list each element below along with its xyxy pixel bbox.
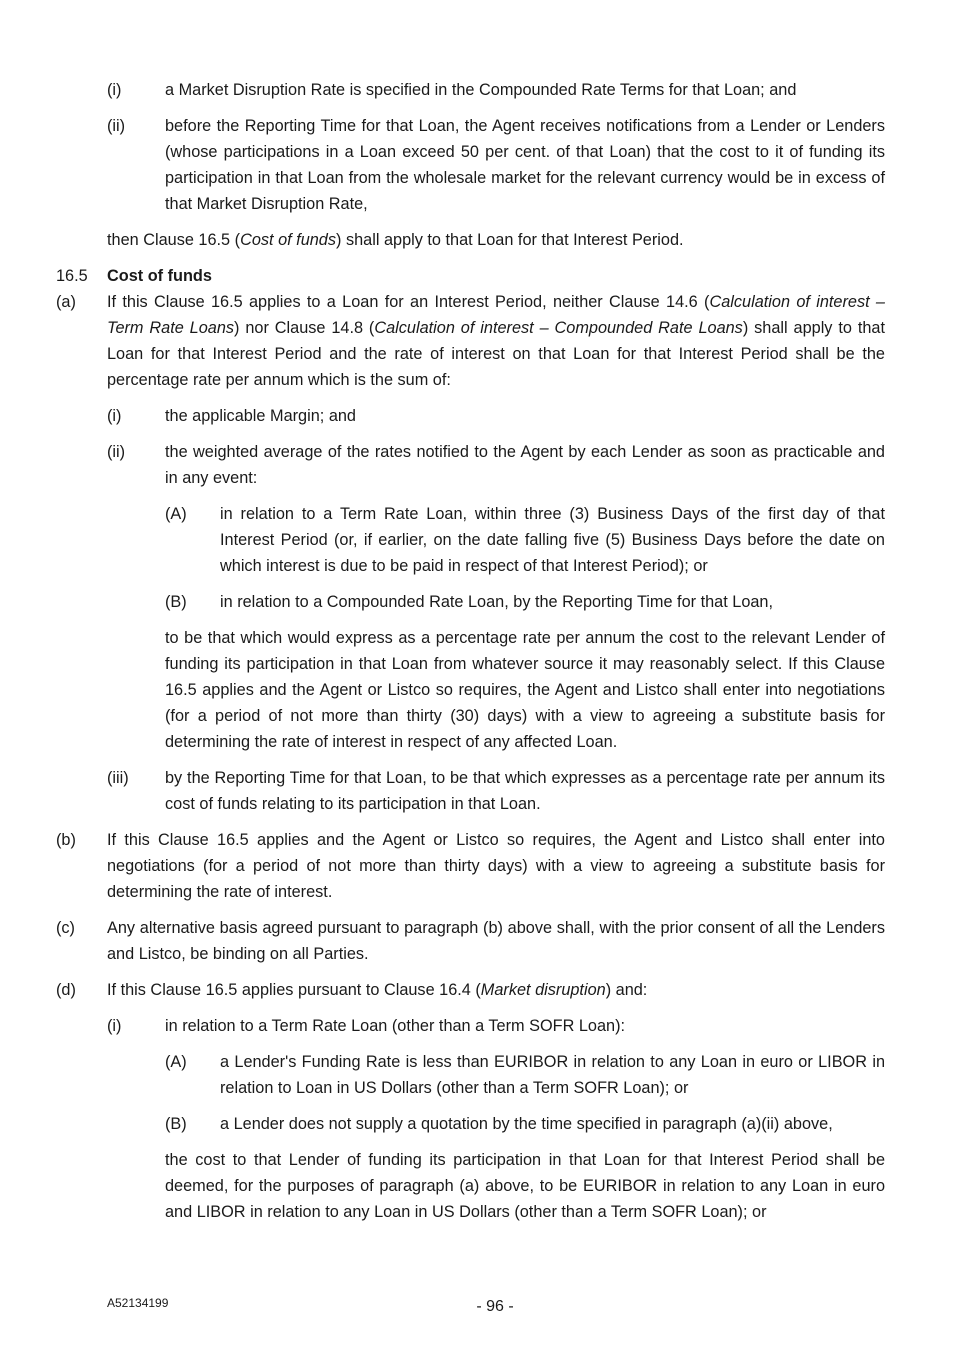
item-label: (c): [56, 919, 75, 937]
item-label: (ii): [107, 117, 126, 135]
item-label: (A): [165, 1053, 187, 1071]
clause-reference: Calculation of interest – Term Rate Loans: [107, 293, 885, 337]
text-run: If this Clause 16.5 applies pursuant to Clause 16.4 (: [107, 981, 481, 999]
paragraph-to-be: to be that which would express as a percentage rate per annum the cost to the relevant Lender of funding its participation in that Loan from whatever source it may reasonably select. If this Clause 16.5 applies and the Agent or Listco so requires, the Agent and Listco shall enter into negotiations (for a period of not more than thirty (30) days) with a view to agreeing a substitute basis for determining the rate of interest in respect of any affected Loan.: [165, 629, 885, 751]
item-label: (b): [56, 831, 76, 849]
item-label: (B): [165, 1115, 187, 1133]
item-text: before the Reporting Time for that Loan, the Agent receives notifications from a Lender or Lenders (whose participations in a Loan exceed 50 per cent. of that Loan) that the cost to it of funding its participation in that Loan from the wholesale market for the relevant currency would be in excess of that Market Disruption Rate,: [165, 117, 885, 213]
paragraph-then: [107, 227, 885, 253]
document-reference: A52134199: [107, 1296, 169, 1310]
item-label: (i): [107, 407, 122, 425]
item-label: (A): [165, 505, 187, 523]
item-text: a Lender's Funding Rate is less than EURIBOR in relation to any Loan in euro or LIBOR in relation to Loan in US Dollars (other than a Term SOFR Loan); or: [220, 1053, 885, 1097]
item-text: [107, 289, 885, 393]
item-text: in relation to a Term Rate Loan (other than a Term SOFR Loan):: [165, 1017, 626, 1035]
item-label: (d): [56, 981, 76, 999]
page-number: - 96 -: [476, 1298, 514, 1315]
text-run: If this Clause 16.5 applies to a Loan for an Interest Period, neither Clause 14.6 (: [107, 293, 710, 311]
item-text: a Lender does not supply a quotation by the time specified in paragraph (a)(ii) above,: [220, 1115, 833, 1133]
text-run: ) shall apply to that Loan for that Interest Period.: [336, 231, 684, 249]
item-text: [107, 977, 885, 1003]
item-text: the weighted average of the rates notified to the Agent by each Lender as soon as practicable and in any event:: [165, 443, 885, 487]
paragraph-the-cost: the cost to that Lender of funding its participation in that Loan for that Interest Period shall be deemed, for the purposes of paragraph (a) above, to be EURIBOR in relation to any Loan in euro and LIBOR in relation to any Loan in US Dollars (other than a Term SOFR Loan); or: [165, 1151, 885, 1221]
item-text: in relation to a Term Rate Loan, within three (3) Business Days of the first day of that Interest Period (or, if earlier, on the date falling five (5) Business Days before the date on which interest is due to be paid in respect of that Interest Period); or: [220, 505, 885, 575]
clause-reference: Calculation of interest – Compounded Rate Loans: [374, 319, 743, 337]
clause-reference: Market disruption: [480, 981, 606, 999]
text-run: ) shall apply to that Loan for that Interest Period and the rate of interest on that Loan for that Interest Period shall be the percentage rate per annum which is the sum of:: [107, 319, 885, 389]
item-text: If this Clause 16.5 applies and the Agent or Listco so requires, the Agent and Listco shall enter into negotiations (for a period of not more than thirty days) with a view to agreeing a substitute basis for determining the rate of interest.: [107, 831, 885, 901]
item-label: (iii): [107, 769, 129, 787]
text-run: ) and:: [605, 981, 648, 999]
text-run: ) nor Clause 14.8 (: [234, 319, 375, 337]
section-number: 16.5: [56, 267, 88, 285]
item-label: (i): [107, 1017, 122, 1035]
item-text: a Market Disruption Rate is specified in the Compounded Rate Terms for that Loan; and: [165, 81, 797, 99]
item-text: the applicable Margin; and: [165, 407, 356, 425]
item-label: (a): [56, 293, 76, 311]
item-label: (B): [165, 593, 187, 611]
item-text: Any alternative basis agreed pursuant to paragraph (b) above shall, with the prior consent of all the Lenders and Listco, be binding on all Parties.: [107, 919, 885, 963]
item-label: (i): [107, 81, 122, 99]
clause-reference: Cost of funds: [240, 231, 336, 249]
item-text: by the Reporting Time for that Loan, to be that which expresses as a percentage rate per annum its cost of funds relating to its participation in that Loan.: [165, 769, 885, 813]
text-run: then Clause 16.5 (: [107, 231, 241, 249]
item-text: in relation to a Compounded Rate Loan, by the Reporting Time for that Loan,: [220, 593, 774, 611]
section-title: Cost of funds: [107, 267, 212, 285]
item-label: (ii): [107, 443, 126, 461]
